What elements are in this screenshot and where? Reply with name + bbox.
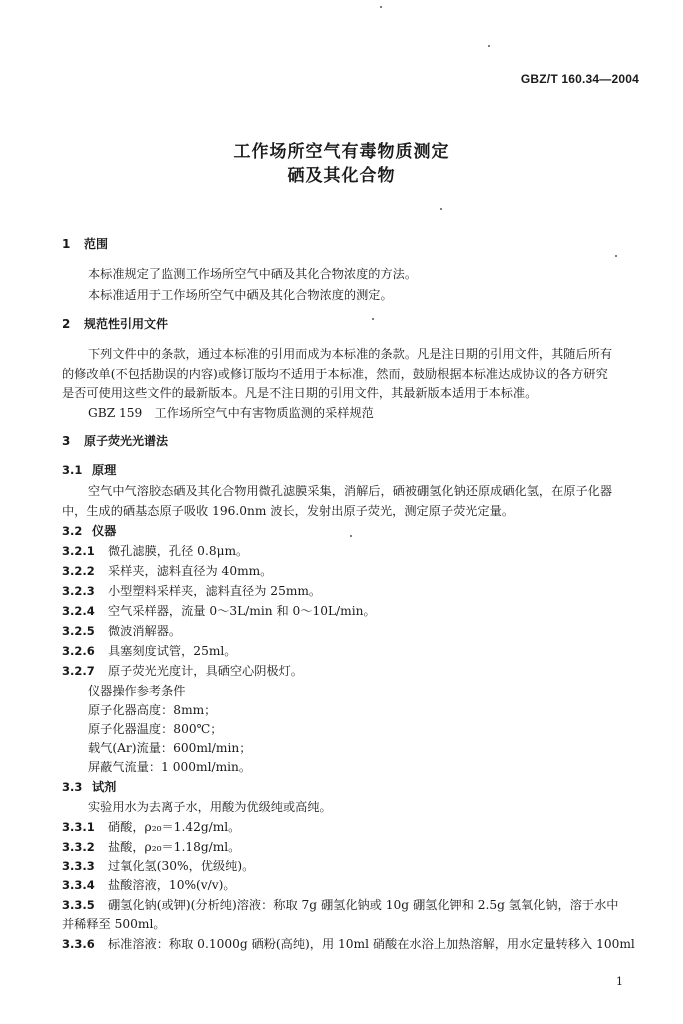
- condition-line: 原子化器高度：8mm；: [88, 703, 217, 717]
- standard-number: GBZ/T 160.34—2004: [520, 72, 639, 86]
- paragraph-line: 的修改单(不包括勘误的内容)或修订版均不适用于本标准，然而，鼓励根据本标准达成协议的各方研究: [62, 367, 608, 381]
- list-item: 3.3.3 过氧化氢(30%，优级纯)。: [62, 859, 255, 873]
- paragraph-line: 本标准适用于工作场所空气中硒及其化合物浓度的测定。: [88, 288, 393, 302]
- reference-line: GBZ 159 工作场所空气中有害物质监测的采样规范: [88, 406, 374, 420]
- section-heading: 1 范围: [62, 237, 109, 251]
- list-item: 3.3.4 盐酸溶液，10%(v/v)。: [62, 878, 236, 892]
- list-item: 3.2.4 空气采样器，流量 0～3L/min 和 0～10L/min。: [62, 604, 376, 618]
- scan-speck: [372, 318, 374, 320]
- scan-speck: [615, 255, 617, 257]
- list-item: 3.3.5 硼氢化钠(或钾)(分析纯)溶液：称取 7g 硼氢化钠或 10g 硼氢化钾和 2.5g 氢氧化钠，溶于水中: [62, 898, 619, 912]
- scan-speck: [350, 535, 352, 537]
- document-title: 工作场所空气有毒物质测定: [233, 142, 450, 162]
- list-item: 3.2.6 具塞刻度试管，25ml。: [62, 644, 237, 658]
- condition-line: 原子化器温度：800℃；: [88, 722, 223, 736]
- list-item-continuation: 并稀释至 500ml。: [62, 917, 166, 931]
- paragraph-line: 实验用水为去离子水，用酸为优级纯或高纯。: [88, 800, 332, 814]
- page-number: 1: [616, 975, 623, 988]
- subsection-heading: 3.2 仪器: [62, 524, 117, 538]
- section-heading: 2 规范性引用文件: [62, 317, 169, 331]
- paragraph-line: 空气中气溶胶态硒及其化合物用微孔滤膜采集，消解后，硒被硼氢化钠还原成硒化氢，在原子化器: [88, 484, 613, 498]
- condition-line: 载气(Ar)流量：600ml/min；: [88, 741, 252, 755]
- list-item: 3.2.7 原子荧光光度计，具硒空心阴极灯。: [62, 664, 303, 678]
- subsection-heading: 3.3 试剂: [62, 780, 117, 794]
- condition-line: 屏蔽气流量：1 000ml/min。: [88, 760, 252, 774]
- paragraph-line: 是否可使用这些文件的最新版本。凡是不注日期的引用文件，其最新版本适用于本标准。: [62, 386, 538, 400]
- scan-speck: [488, 45, 490, 47]
- scan-speck: [440, 208, 442, 210]
- scan-speck: [380, 6, 382, 8]
- list-item: 3.2.5 微波消解器。: [62, 624, 182, 638]
- subsection-heading: 3.1 原理: [62, 463, 117, 477]
- document-subtitle: 硒及其化合物: [287, 166, 396, 186]
- conditions-title: 仪器操作参考条件: [88, 684, 186, 698]
- list-item: 3.2.1 微孔滤膜，孔径 0.8μm。: [62, 544, 249, 558]
- paragraph-line: 中，生成的硒基态原子吸收 196.0nm 波长，发射出原子荧光，测定原子荧光定量。: [62, 504, 515, 518]
- list-item: 3.3.6 标准溶液：称取 0.1000g 硒粉(高纯)，用 10ml 硝酸在水浴上加热溶解，用水定量转移入 100ml: [62, 937, 635, 951]
- paragraph-line: 下列文件中的条款，通过本标准的引用而成为本标准的条款。凡是注日期的引用文件，其随后所有: [88, 347, 613, 361]
- list-item: 3.2.2 采样夹，滤料直径为 40mm。: [62, 564, 273, 578]
- list-item: 3.3.1 硝酸，ρ₂₀＝1.42g/ml。: [62, 820, 241, 834]
- list-item: 3.3.2 盐酸，ρ₂₀＝1.18g/ml。: [62, 840, 241, 854]
- paragraph-line: 本标准规定了监测工作场所空气中硒及其化合物浓度的方法。: [88, 267, 418, 281]
- section-heading: 3 原子荧光光谱法: [62, 434, 169, 448]
- list-item: 3.2.3 小型塑料采样夹，滤料直径为 25mm。: [62, 584, 322, 598]
